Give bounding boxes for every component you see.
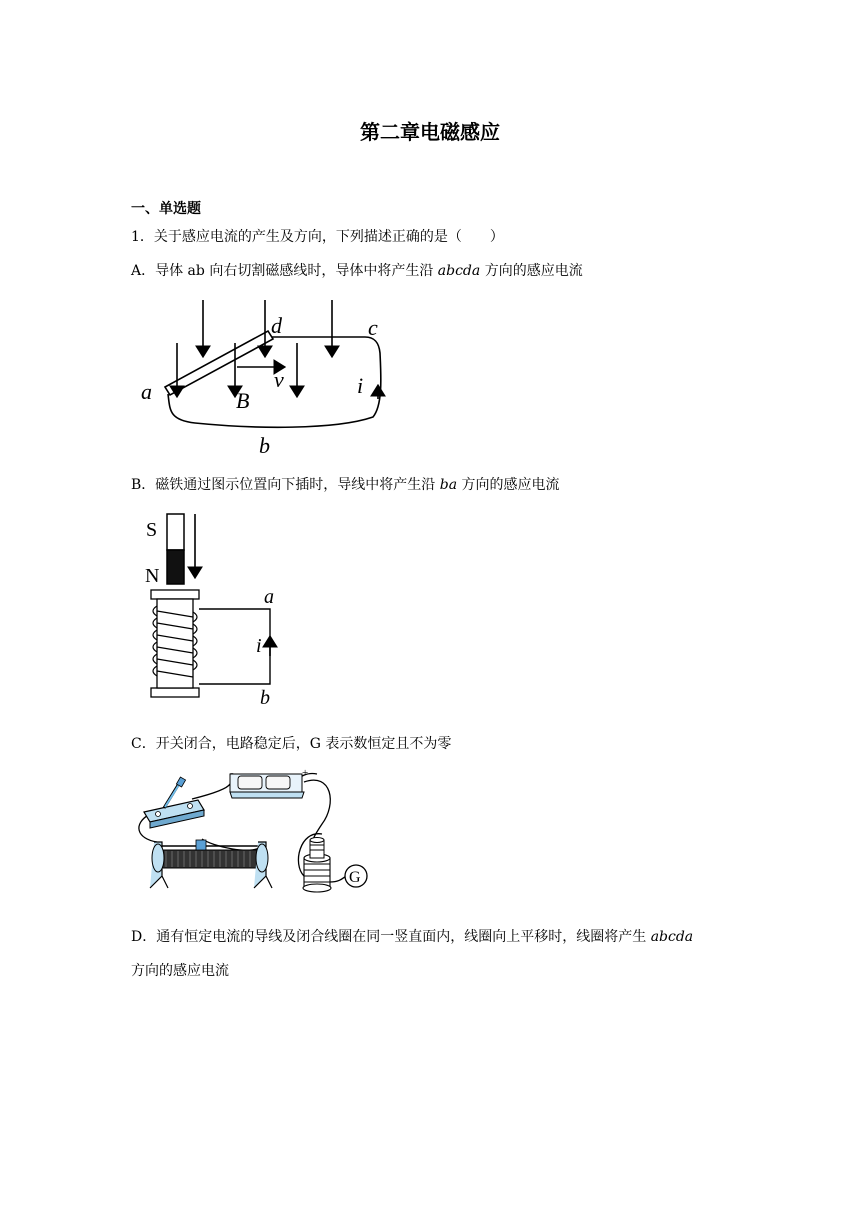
option-c: C．开关闭合，电路稳定后，G 表示数恒定且不为零 xyxy=(131,736,452,752)
battery-holder xyxy=(230,767,308,798)
option-d-prefix: D．通有恒定电流的导线及闭合线圈在同一竖直面内，线圈向上平移时，线圈将产生 xyxy=(131,929,651,945)
option-d-line2: 方向的感应电流 xyxy=(131,963,229,979)
section-heading: 一、单选题 xyxy=(131,201,201,217)
label-N: N xyxy=(145,565,160,587)
option-d xyxy=(131,926,693,946)
galvanometer xyxy=(345,865,367,887)
option-a-suffix: 方向的感应电流 xyxy=(480,263,583,279)
label-b-b: b xyxy=(260,687,270,708)
label-c: c xyxy=(368,315,378,340)
document-title: 第二章电磁感应 xyxy=(360,120,500,144)
option-d-italic: abcda xyxy=(650,929,694,945)
figure-b xyxy=(140,508,300,708)
option-b-italic: ba xyxy=(439,477,458,493)
rheostat xyxy=(150,840,272,888)
label-i: i xyxy=(357,373,364,398)
switch xyxy=(144,777,204,828)
figure-c xyxy=(132,764,372,904)
label-a: a xyxy=(141,379,152,404)
label-v: v xyxy=(274,367,284,392)
option-b xyxy=(131,474,560,494)
figure-a xyxy=(135,295,395,460)
battery-minus: - xyxy=(230,767,234,779)
question-1: 1．关于感应电流的产生及方向，下列描述正确的是（ ） xyxy=(131,229,504,245)
option-b-prefix: B．磁铁通过图示位置向下插时，导线中将产生沿 xyxy=(131,477,440,493)
label-a-b: a xyxy=(264,586,274,608)
galvanometer-label: G xyxy=(349,869,361,886)
option-a xyxy=(131,260,583,280)
option-b-suffix: 方向的感应电流 xyxy=(457,477,560,493)
magnet-n-pole xyxy=(167,550,184,584)
label-d: d xyxy=(271,313,282,338)
option-a-prefix: A．导体 ab 向右切割磁感线时，导体中将产生沿 xyxy=(131,263,438,279)
coil-assembly xyxy=(303,838,331,893)
solenoid-top-cap xyxy=(151,590,199,599)
label-S: S xyxy=(146,519,158,541)
conductor-rod xyxy=(165,331,273,395)
label-B: B xyxy=(236,388,250,413)
magnet-s-pole xyxy=(167,514,184,550)
solenoid-bottom-cap xyxy=(151,688,199,697)
label-b: b xyxy=(259,433,270,458)
option-a-italic: abcda xyxy=(437,263,481,279)
battery-plus: + xyxy=(302,767,309,779)
label-i-b: i xyxy=(256,635,262,657)
